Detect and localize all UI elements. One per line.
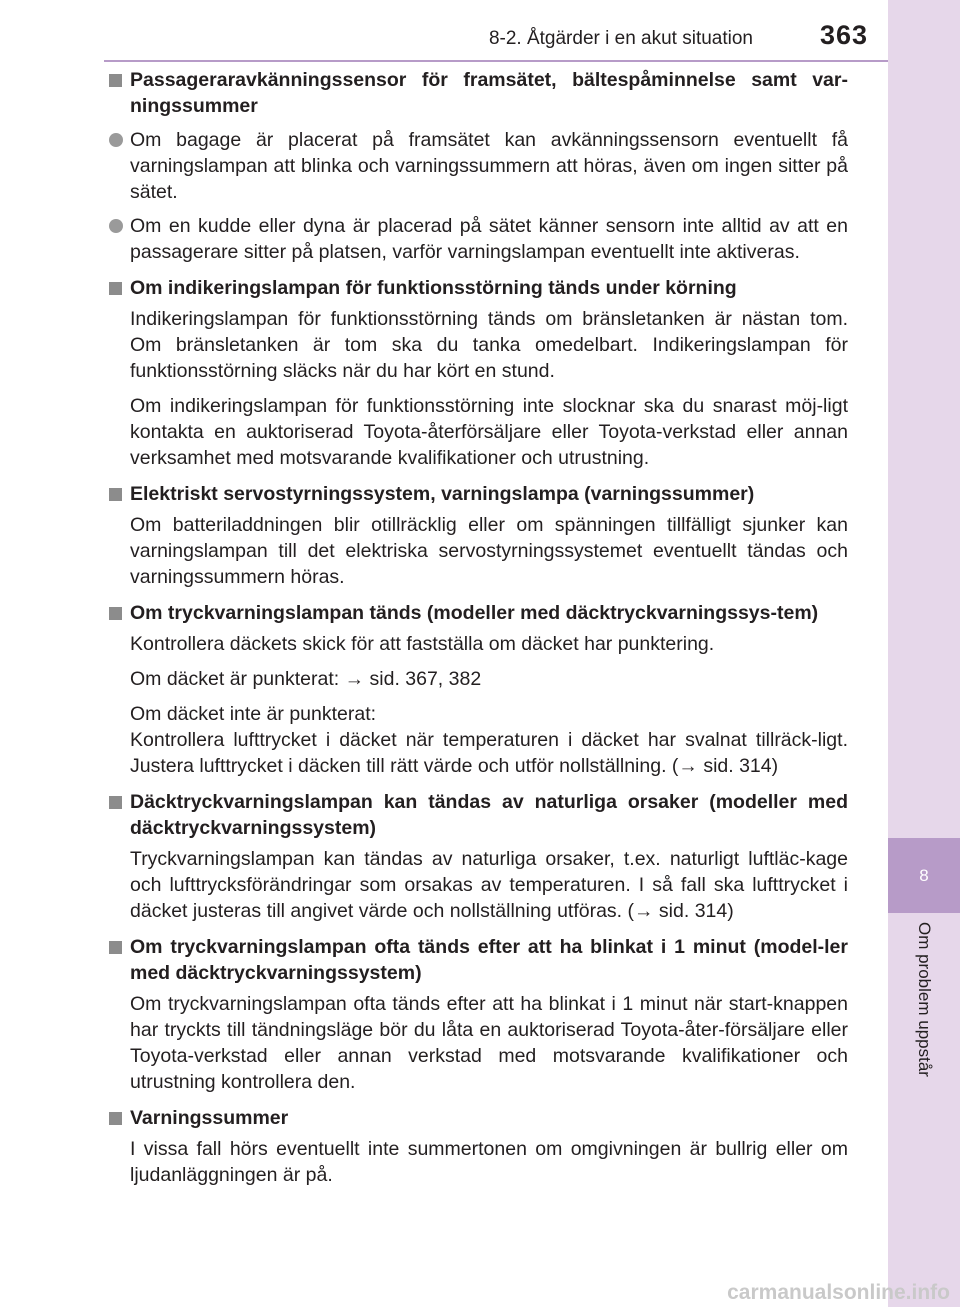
paragraph: Kontrollera däckets skick för att fastställa om däcket har punktering. [130, 633, 715, 655]
section-heading-text: Passageraravkänningssensor för framsätet, bältespåminnelse samt var-ningssummer [130, 69, 848, 117]
page-number: 363 [819, 20, 868, 50]
section-heading-text: Om indikeringslampan för funktionsstörning tänds under körning [130, 277, 737, 299]
paragraph: Om indikeringslampan för funktionsstörning inte slocknar ska du snarast möj-ligt kontakta en auktoriserad Toyota-återförsäljare eller Toyota-verkstad eller annan verksamhet med motsvarande kvalifikationer och utrustning. [130, 395, 848, 469]
round-bullet-icon [109, 219, 123, 233]
section-heading [106, 789, 848, 841]
section [106, 275, 848, 471]
section-heading [106, 600, 848, 626]
section-heading-text: Varningssummer [130, 1107, 289, 1129]
paragraph: Om däcket är punkterat: → sid. 367, 382 [130, 668, 482, 690]
section-heading-text: Elektriskt servostyrningssystem, varningslampa (varningssummer) [130, 483, 755, 505]
bullet-text: Om en kudde eller dyna är placerad på sätet känner sensorn inte alltid av att en passagerare sitter på platsen, varför varningslampan eventuellt inte aktiveras. [130, 215, 848, 263]
section-title: 8-2. Åtgärder i en akut situation [488, 28, 753, 49]
paragraph: Om tryckvarningslampan ofta tänds efter att ha blinkat i 1 minut när start-knappen har tryckts till tändningsläge bör du låta en auktoriserad Toyota-åter-försäljare eller Toyota-verkstad eller annan verkstad med motsvarande kvalifikationer och utrustning kontrollera den. [130, 993, 848, 1093]
section-heading-text: Om tryckvarningslampan tänds (modeller med däcktryckvarningssys-tem) [130, 602, 819, 624]
section [106, 67, 848, 265]
square-bullet-icon [109, 488, 122, 501]
bullet-item [106, 127, 848, 205]
watermark: carmanualsonline.info [727, 1281, 950, 1304]
square-bullet-icon [109, 1112, 122, 1125]
square-bullet-icon [109, 74, 122, 87]
section-heading [106, 481, 848, 507]
section-heading [106, 67, 848, 119]
section [106, 481, 848, 590]
chapter-label-wrap [888, 922, 960, 1122]
chapter-number: 8 [888, 838, 960, 913]
section [106, 600, 848, 779]
bullet-item [106, 213, 848, 265]
section-heading [106, 934, 848, 986]
section [106, 934, 848, 1095]
bullet-text: Om bagage är placerat på framsätet kan avkänningssensorn eventuellt få varningslampan att blinka och varningssummern att höras, även om ingen sitter på sätet. [130, 129, 848, 203]
section-heading [106, 1105, 848, 1131]
paragraph: I vissa fall hörs eventuellt inte summertonen om omgivningen är bullrig eller om ljudanläggningen är på. [130, 1138, 848, 1186]
square-bullet-icon [109, 941, 122, 954]
paragraph: Om batteriladdningen blir otillräcklig eller om spänningen tillfälligt sjunker kan varningslampan till det elektriska servostyrningssystemet eventuellt tändas och varningssummern höras. [130, 514, 848, 588]
main-content [106, 67, 848, 1198]
page-header [0, 0, 888, 62]
paragraph: Tryckvarningslampan kan tändas av naturliga orsaker, t.ex. naturligt luftläc-kage och lufttrycksförändringar som orsakas av temperaturen. I så fall ska lufttrycket i däcket justeras till angivet värde och nollställning utföras. (→ sid. 314) [130, 848, 848, 922]
paragraph: Indikeringslampan för funktionsstörning tänds om bränsletanken är nästan tom. Om bränsletanken är tom ska du tanka omedelbart. Indikeringslampan för funktionsstörning släcks när du har kört en stund. [130, 308, 848, 382]
section-heading-text: Däcktryckvarningslampan kan tändas av naturliga orsaker (modeller med däcktryckvarningssystem) [130, 791, 848, 839]
square-bullet-icon [109, 796, 122, 809]
header-divider [104, 60, 888, 62]
square-bullet-icon [109, 607, 122, 620]
round-bullet-icon [109, 133, 123, 147]
section-heading-text: Om tryckvarningslampan ofta tänds efter att ha blinkat i 1 minut (model-ler med däcktryckvarningssystem) [130, 936, 848, 984]
section [106, 789, 848, 924]
square-bullet-icon [109, 282, 122, 295]
paragraph: Om däcket inte är punkterat: Kontrollera lufttrycket i däcket när temperaturen i däcket har svalnat tillräck-ligt. Justera lufttrycket i däcken till rätt värde och utför nollställning. (→ sid. 314) [130, 703, 848, 777]
chapter-label: Om problem uppstår [915, 922, 934, 1077]
section-heading [106, 275, 848, 301]
section [106, 1105, 848, 1188]
